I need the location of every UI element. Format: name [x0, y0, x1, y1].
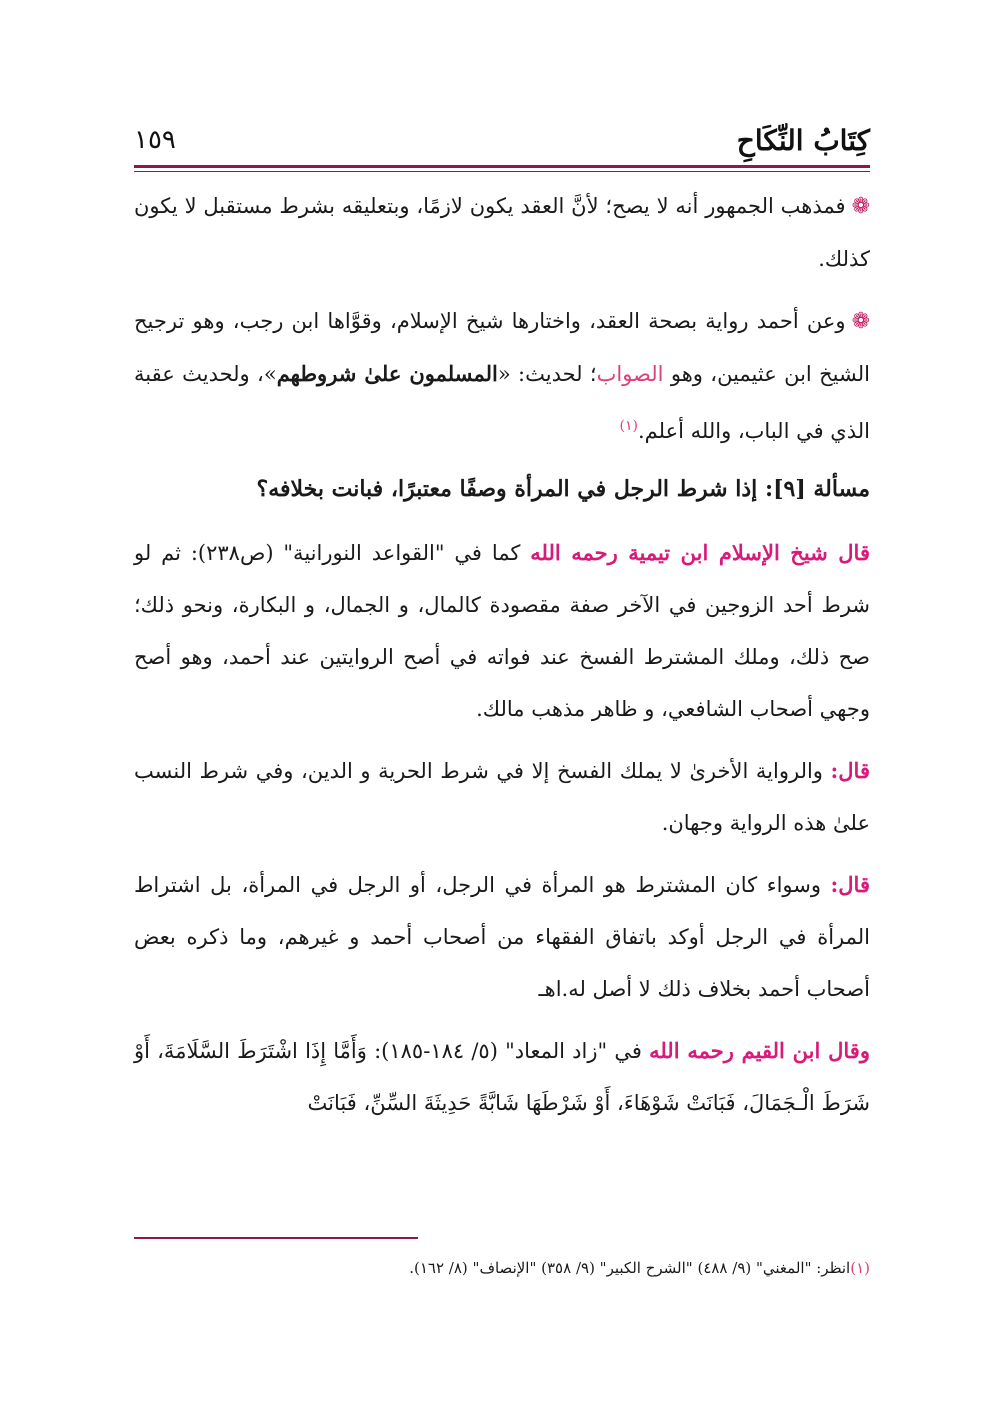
flower-icon: ❁: [851, 194, 870, 219]
footnote-ref[interactable]: (١): [619, 418, 638, 434]
question-heading: مسألة [٩]: إذا شرط الرجل في المرأة وصفًا معتبرًا، فبانت بخلافه؟: [256, 476, 870, 502]
paragraph-5: [134, 859, 870, 1015]
paragraph-2-text-a: وعن أحمد رواية بصحة العقد، واختارها شيخ الإسلام، وقوَّاها ابن رجب، وهو ترجيح الشيخ ابن عثيمين، وهو: [134, 309, 870, 386]
footnote-number: (١): [850, 1259, 870, 1277]
flower-icon: ❁: [851, 309, 870, 334]
paragraph-2: [134, 295, 870, 457]
footnote-rule: [134, 1237, 418, 1239]
speaker-ibn-alqayyim: وقال ابن القيم رحمه الله: [649, 1038, 870, 1063]
paragraph-4: [134, 745, 870, 849]
page-number: ١٥٩: [134, 125, 176, 155]
paragraph-2-text-c: »، ولحديث عقبة الذي في الباب، والله أعلم.: [134, 362, 870, 443]
header-rule-thick: [134, 165, 870, 168]
page-body: [134, 180, 870, 1129]
header-rule-thin: [134, 171, 870, 172]
speaker-ibn-taymiyyah: قال شيخ الإسلام ابن تيمية رحمه الله: [530, 540, 870, 565]
qala-label: قال:: [830, 872, 870, 897]
paragraph-1: [134, 180, 870, 285]
paragraph-1-text: فمذهب الجمهور أنه لا يصح؛ لأنَّ العقد يكون لازمًا، وبتعليقه بشرط مستقبل لا يكون كذلك.: [134, 194, 870, 271]
paragraph-3-text: كما في "القواعد النورانية" (ص٢٣٨): ثم لو شرط أحد الزوجين في الآخر صفة مقصودة كالمال، و الجمال، و البكارة، ونحو ذلك؛ صح ذلك، وملك المشترط الفسخ عند فواته في أصح الروايتين عند أحمد، وهو أصح وجهي أصحاب الشافعي، و ظاهر مذهب مالك.: [134, 541, 870, 721]
footnote-text: انظر: "المغني" (٩/ ٤٨٨) "الشرح الكبير" (٩/ ٣٥٨) "الإنصاف" (٨/ ١٦٢).: [409, 1259, 851, 1277]
paragraph-5-text: وسواء كان المشترط هو المرأة في الرجل، أو الرجل في المرأة، بل اشتراط المرأة في الرجل أوكد باتفاق الفقهاء من أصحاب أحمد و غيرهم، وما ذكره بعض أصحاب أحمد بخلاف ذلك لا أصل له.اهـ: [134, 873, 870, 1001]
paragraph-3: [134, 527, 870, 735]
paragraph-6-text: في "زاد المعاد" (٥/ ١٨٤-١٨٥): وَأَمَّا إِذَا اشْتَرَطَ السَّلَامَةَ، أَوْ شَرَطَ الْـجَمَالَ، فَبَانَتْ شَوْهَاءَ، أَوْ شَرْطَهَا شَابَّةً حَدِيثَةَ السِّنِّ، فَبَانَتْ: [134, 1039, 870, 1115]
paragraph-2-text-b: ؛ لحديث: «: [497, 362, 597, 386]
paragraph-6: [134, 1025, 870, 1129]
footnote: [134, 1255, 870, 1281]
highlight-sawab: الصواب: [596, 362, 664, 386]
page-header: [134, 120, 870, 160]
hadith-text: المسلمون علىٰ شروطهم: [276, 361, 498, 386]
qala-label: قال:: [830, 758, 870, 783]
paragraph-4-text: والرواية الأخرىٰ لا يملك الفسخ إلا في شرط الحرية و الدين، وفي شرط النسب علىٰ هذه الرواية وجهان.: [134, 759, 870, 835]
book-title: كِتَابُ النِّكَاحِ: [736, 123, 870, 157]
